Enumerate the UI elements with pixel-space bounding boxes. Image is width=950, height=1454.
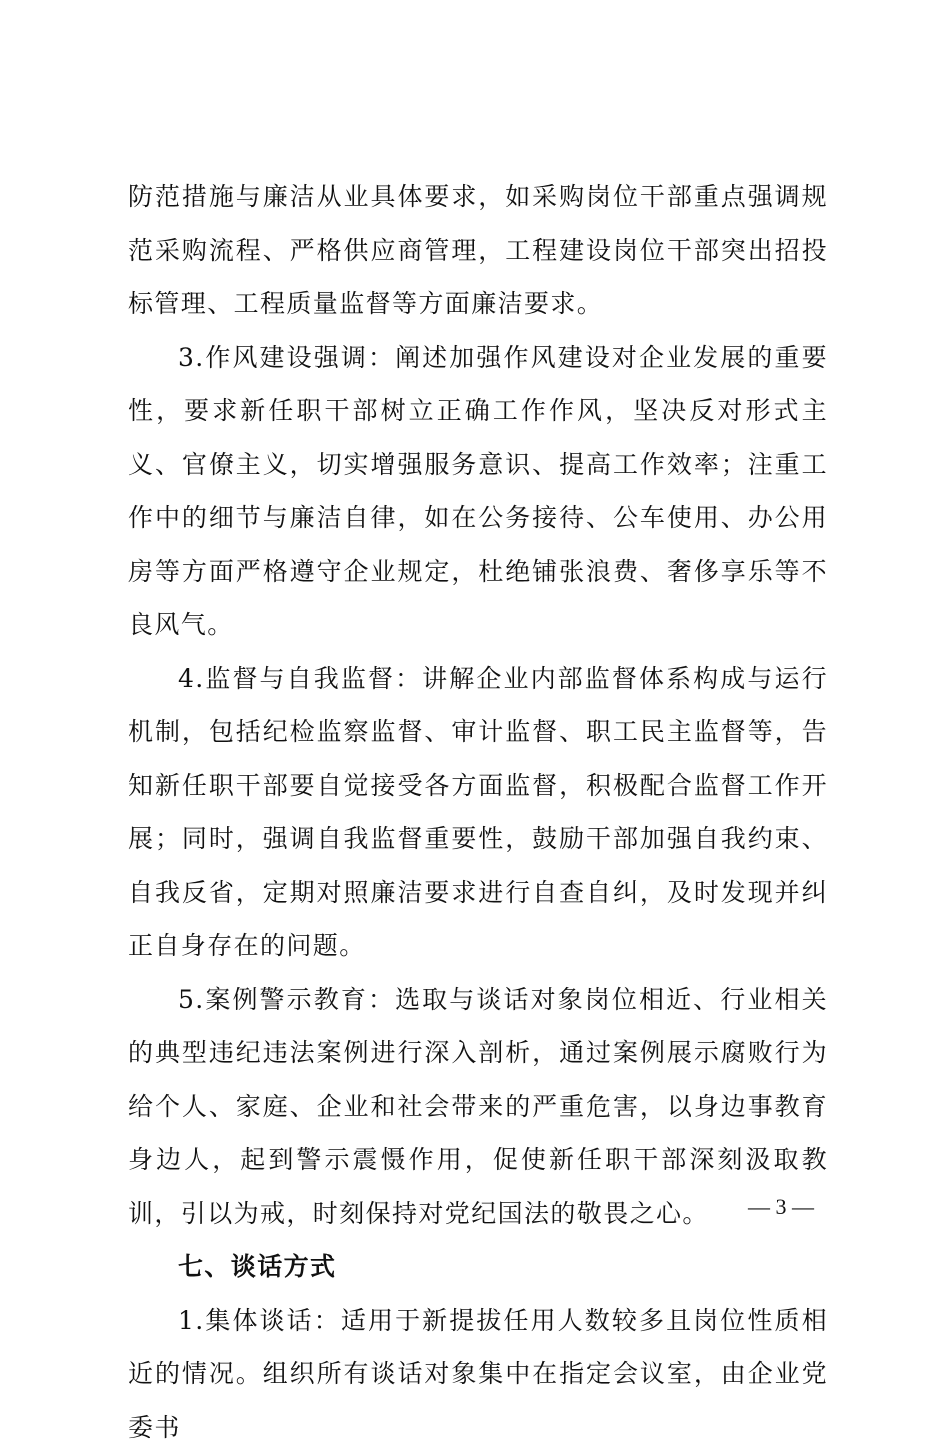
- paragraph-continuation: 防范措施与廉洁从业具体要求，如采购岗位干部重点强调规范采购流程、严格供应商管理，工程建设岗位干部突出招投标管理、工程质量监督等方面廉洁要求。: [128, 170, 828, 331]
- document-body: [128, 170, 828, 1454]
- paragraph-case-warning: 5.案例警示教育：选取与谈话对象岗位相近、行业相关的典型违纪违法案例进行深入剖析，通过案例展示腐败行为给个人、家庭、企业和社会带来的严重危害，以身边事教育身边人，起到警示震慑作用，促使新任职干部深刻汲取教训，引以为戒，时刻保持对党纪国法的敬畏之心。: [128, 973, 828, 1241]
- paragraph-supervision: 4.监督与自我监督：讲解企业内部监督体系构成与运行机制，包括纪检监察监督、审计监督、职工民主监督等，告知新任职干部要自觉接受各方面监督，积极配合监督工作开展；同时，强调自我监督重要性，鼓励干部加强自我约束、自我反省，定期对照廉洁要求进行自查自纠，及时发现并纠正自身存在的问题。: [128, 652, 828, 973]
- page-number: — 3 —: [748, 1192, 814, 1222]
- paragraph-group-talk: 1.集体谈话：适用于新提拔任用人数较多且岗位性质相近的情况。组织所有谈话对象集中在指定会议室，由企业党委书: [128, 1294, 828, 1454]
- paragraph-work-style: 3.作风建设强调：阐述加强作风建设对企业发展的重要性，要求新任职干部树立正确工作作风，坚决反对形式主义、官僚主义，切实增强服务意识、提高工作效率；注重工作中的细节与廉洁自律，如在公务接待、公车使用、办公用房等方面严格遵守企业规定，杜绝铺张浪费、奢侈享乐等不良风气。: [128, 331, 828, 652]
- section-heading: 七、谈话方式: [128, 1240, 828, 1294]
